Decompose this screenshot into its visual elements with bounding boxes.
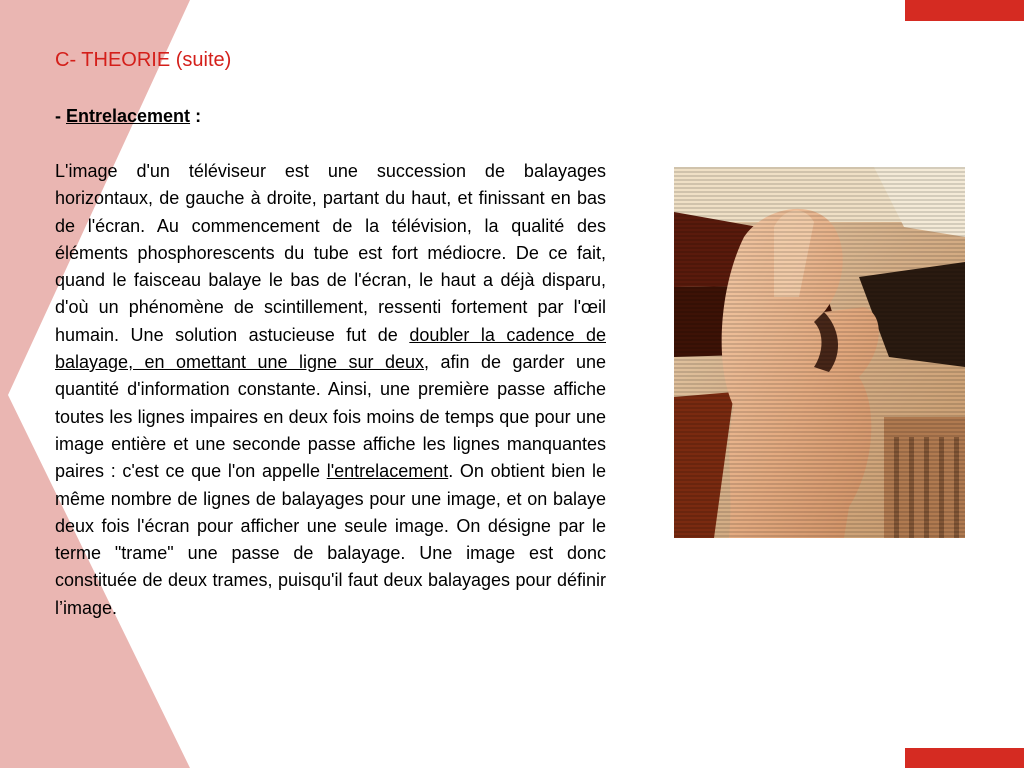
body-paragraph xyxy=(55,158,606,622)
body-text-part-3: . On obtient bien le même nombre de lignes de balayages pour une image, et on balaye deux fois l'écran pour afficher une seule image. On désigne par le terme "trame" une passe de balayage. Une image est donc constituée de deux trames, puisqu'il faut deux balayages pour définir l’image. xyxy=(55,461,606,618)
bottom-accent-bar xyxy=(905,748,1024,768)
body-underlined-phrase-2: l'entrelacement xyxy=(326,461,449,482)
slide-title: C- THEORIE (suite) xyxy=(55,49,232,71)
heading-prefix: - xyxy=(55,106,66,126)
body-text-part-2: , afin de garder une quantité d'information constante. Ainsi, une première passe affiche toutes les lignes impaires en deux fois moins de temps que pour une image entière et une seconde passe affiche les lignes manquantes paires : c'est ce que l'on appelle xyxy=(55,352,606,482)
section-heading xyxy=(55,106,201,127)
top-accent-bar xyxy=(905,0,1024,21)
body-text-part-1: L'image d'un téléviseur est une succession de balayages horizontaux, de gauche à droite, partant du haut, et finissant en bas de l'écran. Au commencement de la télévision, la qualité des éléments phosphorescents du tube est fort médiocre. De ce fait, quand le faisceau balaye le bas de l'écran, le haut a déjà disparu, d'où un phénomène de scintillement, ressenti fortement par l'œil humain. Une solution astucieuse fut de xyxy=(55,161,606,345)
body-underlined-phrase-1: doubler la cadence de balayage, en omettant une ligne sur deux xyxy=(55,324,606,373)
heading-term: Entrelacement xyxy=(66,106,191,126)
interlaced-hand-photo xyxy=(674,167,965,538)
heading-suffix: : xyxy=(190,106,202,126)
